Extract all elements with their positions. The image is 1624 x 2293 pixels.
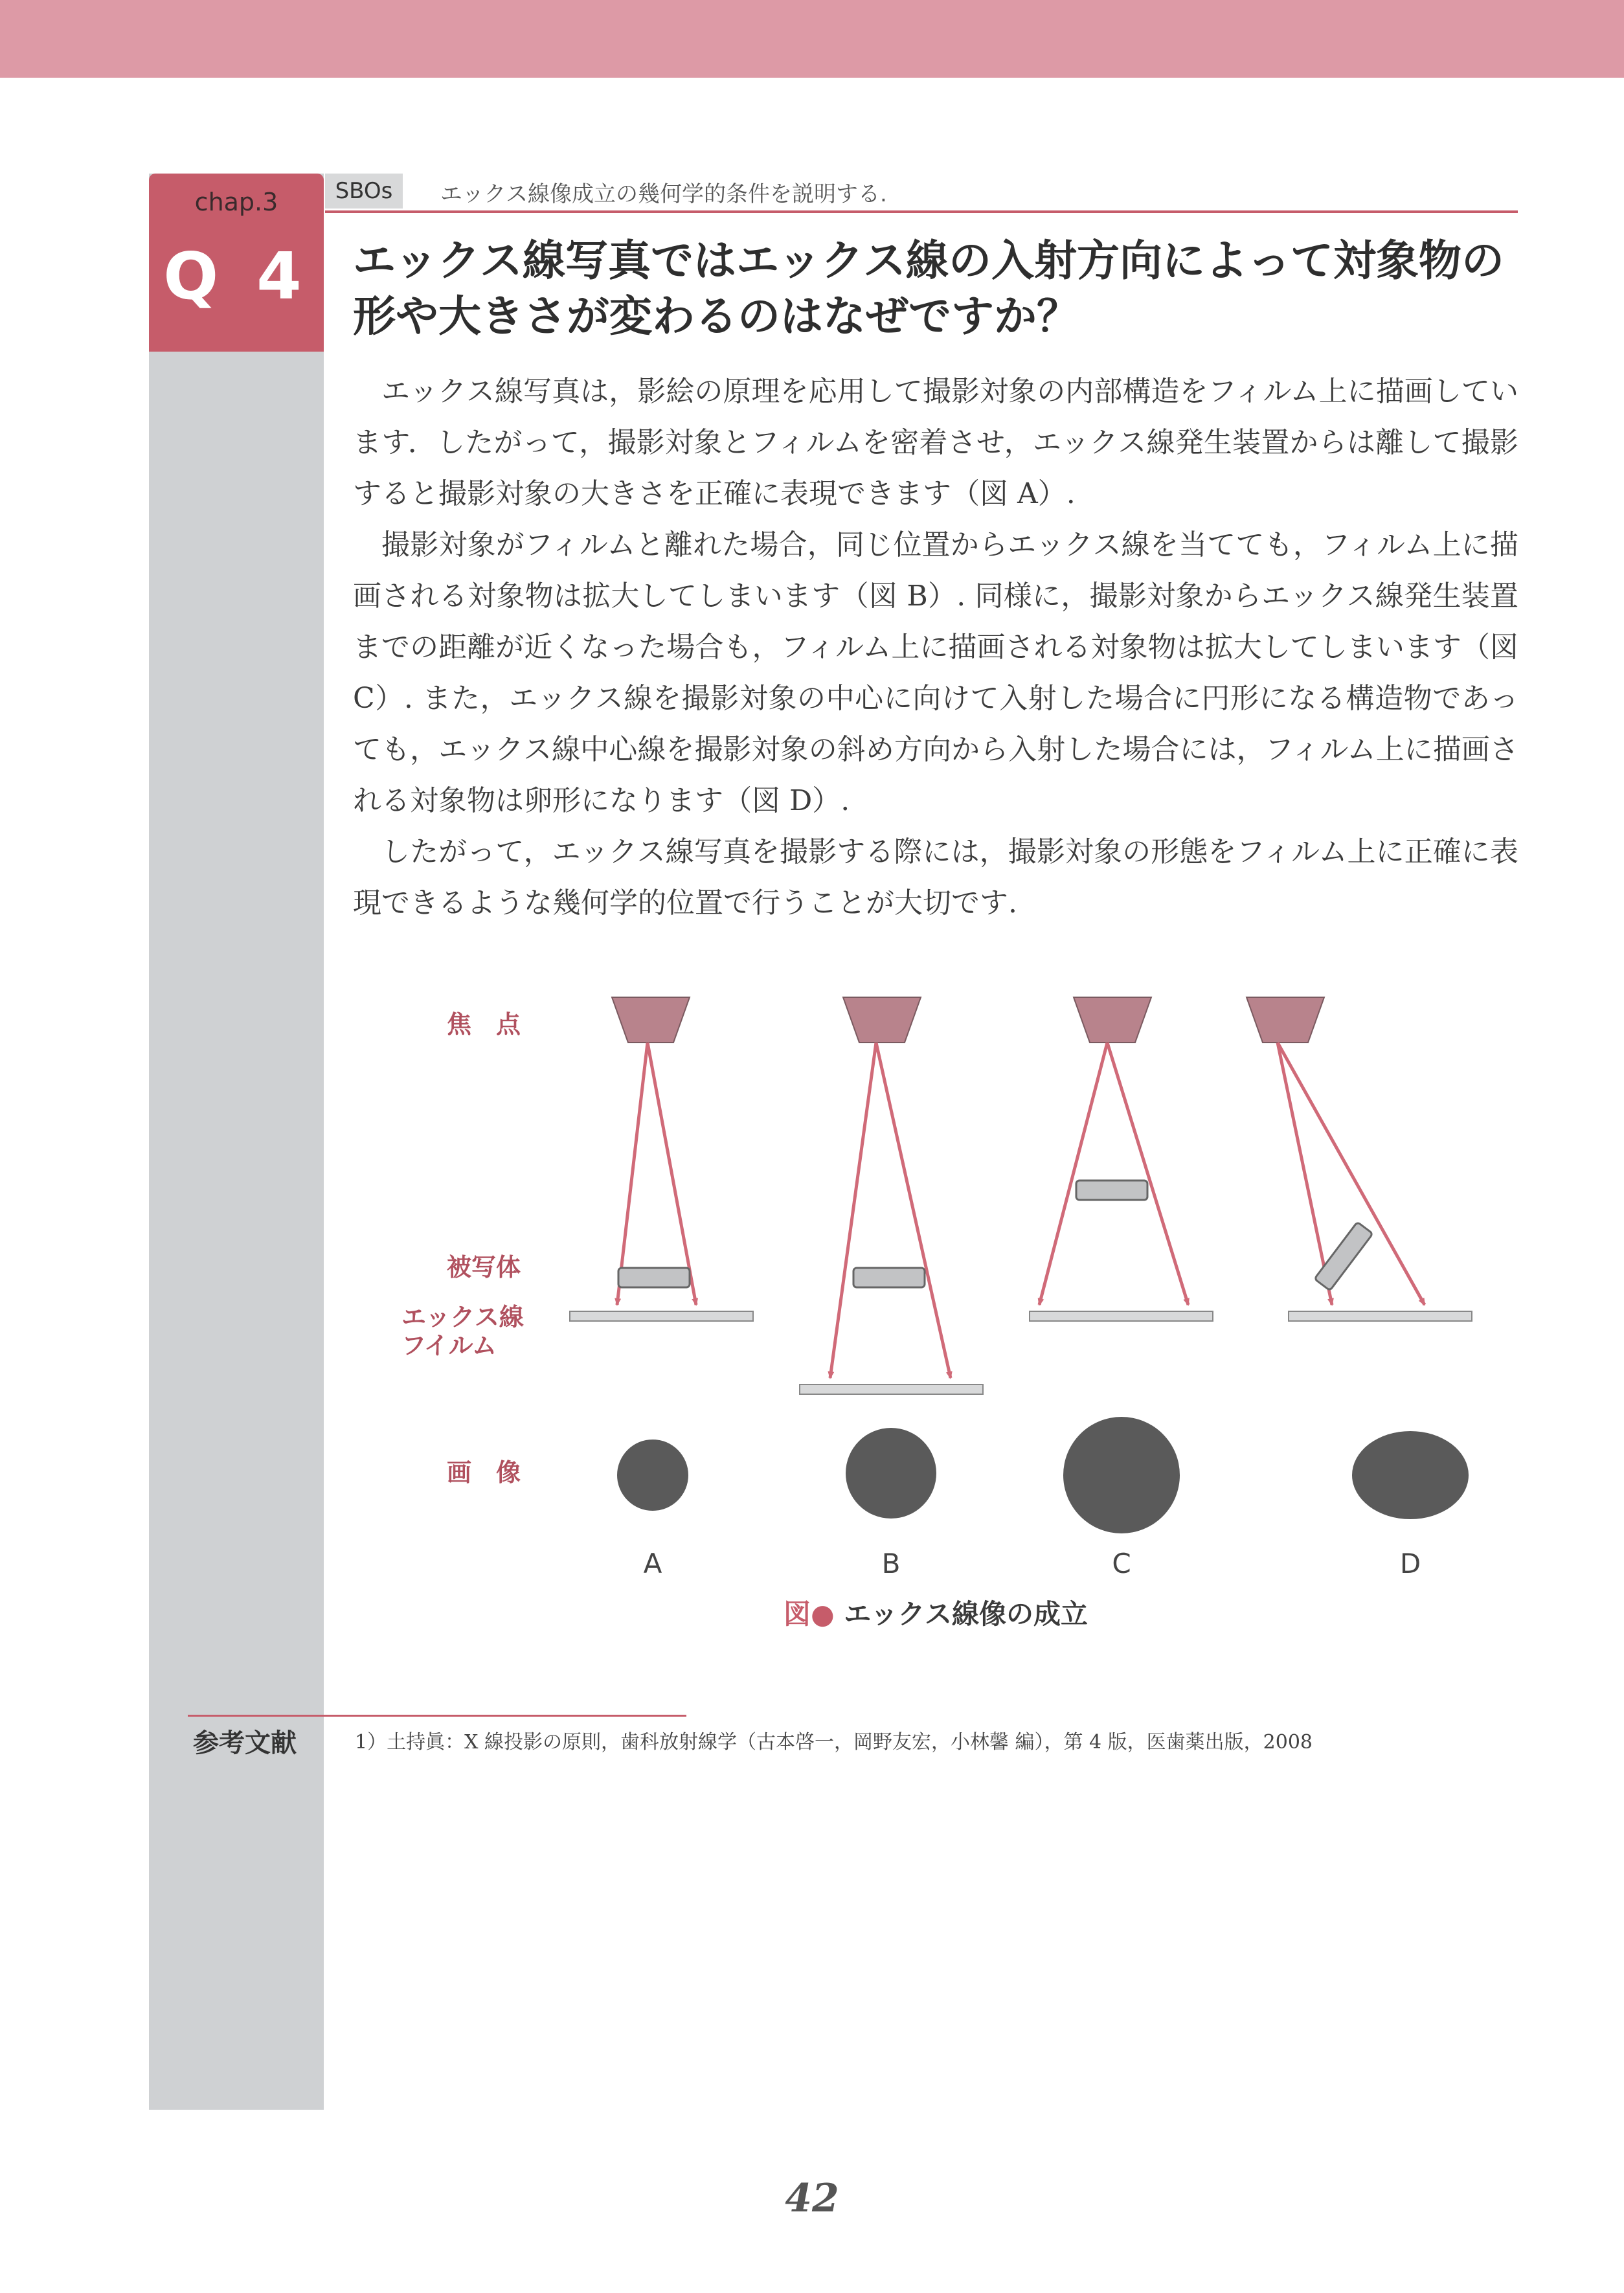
question-number: Q 4	[163, 238, 310, 314]
case-c-diagram	[1030, 997, 1213, 1533]
film-c	[1030, 1311, 1213, 1321]
ray-a-right	[648, 1043, 696, 1305]
case-label-d: D	[1399, 1548, 1421, 1579]
figure-caption	[784, 1593, 1088, 1632]
sbo-tag: SBOs	[325, 174, 403, 209]
label-focus: 焦 点	[447, 1010, 521, 1039]
focus-source-d	[1246, 997, 1324, 1043]
side-column	[149, 174, 324, 2110]
ray-a-left	[617, 1043, 648, 1305]
header-rule	[325, 210, 1518, 213]
figure-number: 図●	[784, 1598, 835, 1630]
paragraph-3: したがって，エックス線写真を撮影する際には，撮影対象の形態をフィルム上に正確に表現できるような幾何学的位置で行うことが大切です.	[353, 835, 1518, 920]
case-a-diagram	[570, 997, 753, 1511]
image-c	[1063, 1417, 1180, 1533]
label-image: 画 像	[447, 1458, 521, 1487]
case-b-diagram	[800, 997, 983, 1519]
sbo-objective: エックス線像成立の幾何学的条件を説明する.	[440, 181, 887, 207]
film-d	[1289, 1311, 1472, 1321]
top-color-band	[0, 0, 1624, 78]
references-rule	[188, 1715, 686, 1717]
ray-c-left	[1039, 1043, 1107, 1305]
ray-c-right	[1107, 1043, 1188, 1305]
label-film-line2: フイルム	[401, 1331, 497, 1360]
film-a	[570, 1311, 753, 1321]
focus-source-b	[843, 997, 921, 1043]
xray-geometry-figure	[363, 971, 1528, 1651]
image-d	[1352, 1431, 1469, 1519]
paragraph-1: エックス線写真は，影絵の原理を応用して撮影対象の内部構造をフィルム上に描画しています．したがって，撮影対象とフィルムを密着させ，エックス線発生装置からは離して撮影すると撮影対象の大きさを正確に表現できます（図 A）.	[353, 375, 1518, 510]
image-a	[617, 1440, 688, 1511]
references-label: 参考文献	[193, 1728, 297, 1758]
case-d-diagram	[1246, 997, 1472, 1519]
case-label-c: C	[1112, 1548, 1131, 1579]
subject-b	[853, 1268, 925, 1287]
chapter-box	[149, 174, 324, 352]
ray-b-left	[830, 1043, 876, 1378]
ray-d-right	[1278, 1043, 1425, 1305]
subject-c	[1076, 1180, 1147, 1200]
figure-diagram	[363, 971, 1528, 1587]
image-b	[846, 1428, 936, 1519]
body-text	[353, 366, 1518, 929]
paragraph-2: 撮影対象がフィルムと離れた場合，同じ位置からエックス線を当てても，フィルム上に描画される対象物は拡大してしまいます（図 B）. 同様に，撮影対象からエックス線発生装置までの距離が近くなった場合も，フィルム上に描画される対象物は拡大してしまいます（図 C）. また，エックス線を撮影対象の中心に向けて入射した場合に円形になる構造物であっても，エックス線中心線を撮影対象の斜め方向から入射した場合には，フィルム上に描画される対象物は卵形になります（図 D）.	[353, 528, 1518, 817]
label-film-line1: エックス線	[401, 1303, 524, 1331]
page-number: 42	[785, 2176, 839, 2221]
chapter-label: chap.3	[194, 188, 278, 216]
label-subject: 被写体	[447, 1253, 521, 1282]
case-label-b: B	[881, 1548, 901, 1579]
film-b	[800, 1384, 983, 1394]
question-title: エックス線写真ではエックス線の入射方向によって対象物の形や大きさが変わるのはなぜですか？	[353, 236, 1505, 341]
focus-source-c	[1074, 997, 1151, 1043]
ray-b-right	[876, 1043, 951, 1378]
focus-source-a	[612, 997, 690, 1043]
figure-caption-text: エックス線像の成立	[844, 1598, 1088, 1630]
reference-item: 1）土持眞：X 線投影の原則，歯科放射線学（古本啓一，岡野友宏，小林馨 編），第 4 版，医歯薬出版，2008	[355, 1731, 1313, 1754]
subject-a	[618, 1268, 690, 1287]
case-label-a: A	[643, 1548, 662, 1579]
